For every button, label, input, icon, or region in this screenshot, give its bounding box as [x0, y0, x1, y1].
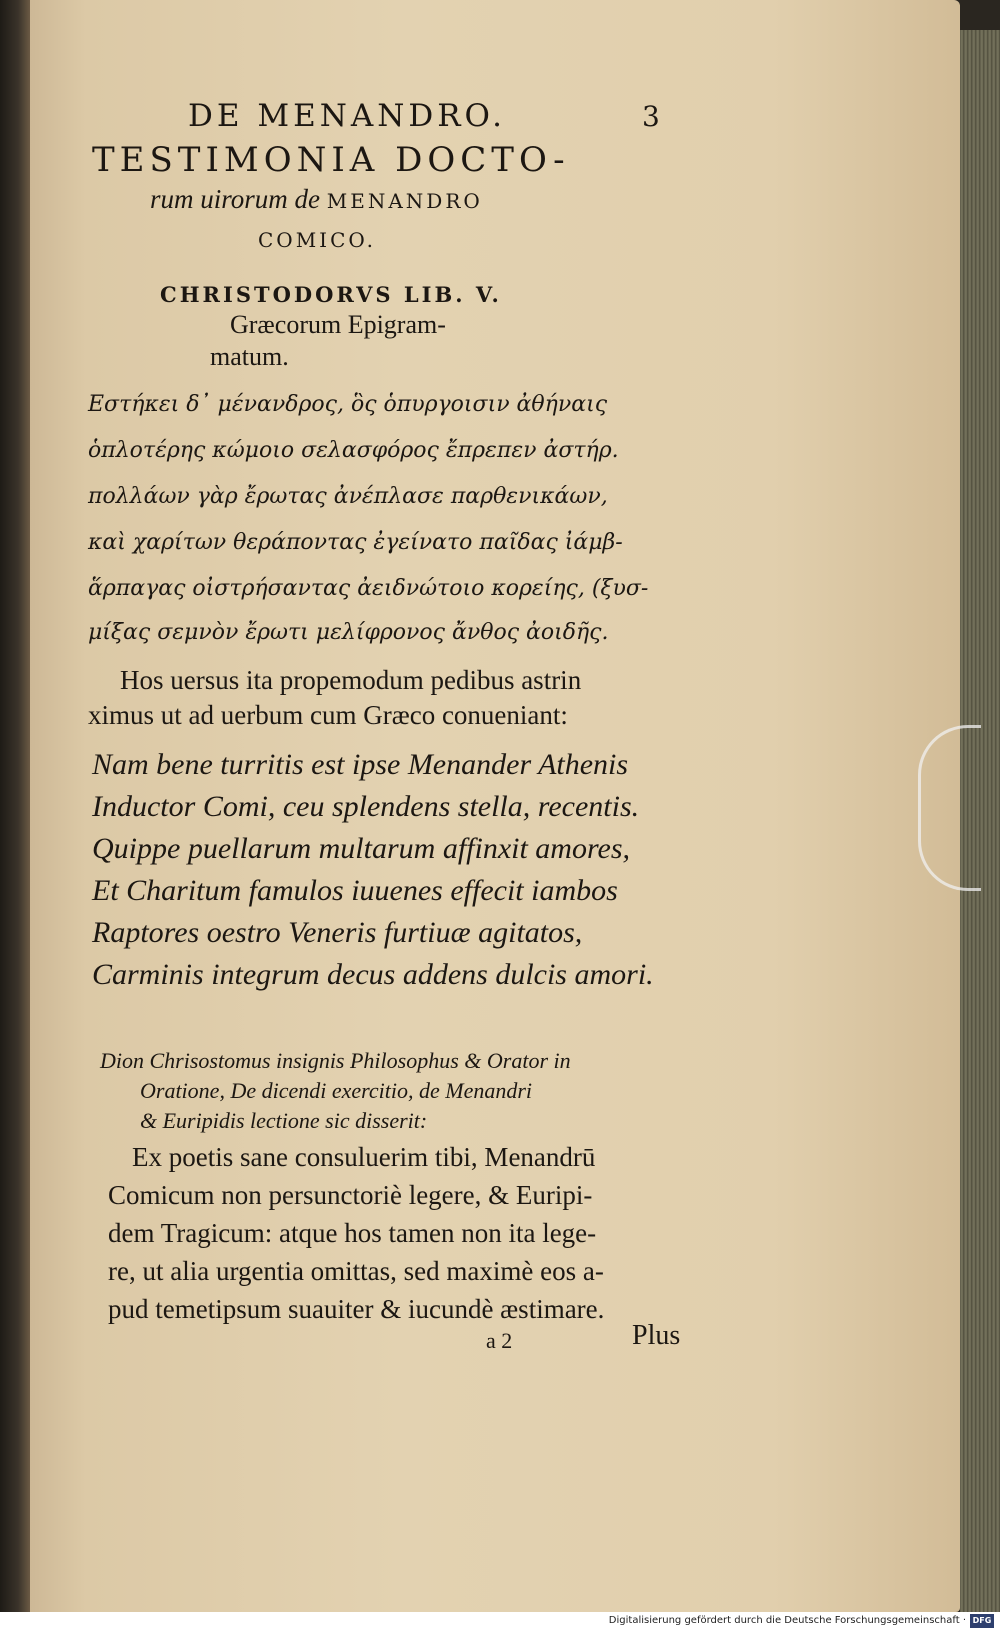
- greek-verse-line: μίξας σεμνὸν ἔρωτι μελίφρονος ἄνθος ἀοιδῆς.: [88, 620, 609, 645]
- prose-line: Ex poetis sane consuluerim tibi, Menandrū: [132, 1142, 596, 1172]
- section-title-caps: MENANDRO: [326, 189, 483, 213]
- latin-verse-line: Inductor Comi, ceu splendens stella, recentis.: [92, 790, 640, 823]
- greek-verse-line: ἅρπαγας οἰστρήσαντας ἀειδνώτοιο κορείης, (ξυσ-: [88, 576, 649, 601]
- running-head: DE MENANDRO.: [188, 98, 506, 134]
- section-title: TESTIMONIA DOCTO-: [92, 140, 570, 180]
- prose-line: dem Tragicum: atque hos tamen non ita lege-: [108, 1218, 597, 1248]
- prose-line: re, ut alia urgentia omittas, sed maximè eos a-: [108, 1256, 604, 1286]
- source-subheading: Græcorum Epigram-: [230, 310, 446, 339]
- greek-verse-line: καὶ χαρίτων θεράποντας ἐγείνατο παῖδας ἰάμβ-: [88, 530, 623, 555]
- footer-credit: Digitalisierung gefördert durch die Deutsche Forschungsgemeinschaft ·: [608, 1615, 966, 1626]
- latin-verse-line: Nam bene turritis est ipse Menander Athenis: [92, 748, 629, 781]
- prose-line: ximus ut ad uerbum cum Græco conueniant:: [88, 700, 568, 730]
- dion-intro-line: Dion Chrisostomus insignis Philosophus & Orator in: [100, 1048, 571, 1073]
- page-clip: [918, 725, 981, 891]
- source-heading: CHRISTODORVS LIB. V.: [160, 282, 502, 307]
- prose-line: pud temetipsum suauiter & iucundè æstimare.: [108, 1294, 605, 1324]
- section-title-italic: rum uirorum de: [150, 184, 327, 214]
- latin-verse-line: Raptores oestro Veneris furtiuæ agitatos,: [92, 916, 583, 949]
- source-subheading-cont: matum.: [210, 342, 289, 371]
- greek-verse-line: Εστήκει δ᾽ μένανδρος, ὃς ὁπυργοισιν ἀθήναις: [88, 392, 608, 417]
- book-spine: [0, 0, 30, 1630]
- dion-intro-line: Oratione, De dicendi exercitio, de Menandri: [140, 1078, 533, 1103]
- section-title-line2: [150, 184, 483, 215]
- latin-verse-line: Carminis integrum decus addens dulcis amori.: [92, 958, 654, 991]
- prose-line: Comicum non persunctoriè legere, & Euripi-: [108, 1180, 593, 1210]
- section-title-line3: COMICO.: [258, 228, 376, 252]
- folio-number: 3: [642, 100, 660, 133]
- signature-mark: a 2: [486, 1328, 513, 1353]
- dfg-logo: DFG: [970, 1614, 994, 1628]
- catchword: Plus: [632, 1320, 681, 1351]
- latin-verse-line: Et Charitum famulos iuuenes effecit iambos: [92, 874, 618, 907]
- prose-line: Hos uersus ita propemodum pedibus astrin: [120, 665, 582, 695]
- latin-verse-line: Quippe puellarum multarum affinxit amores,: [92, 832, 631, 865]
- greek-verse-line: ὁπλοτέρης κώμοιο σελασφόρος ἔπρεπεν ἀστήρ.: [88, 438, 619, 463]
- dion-intro-line: & Euripidis lectione sic disserit:: [140, 1108, 428, 1133]
- greek-verse-line: πολλάων γὰρ ἔρωτας ἀνέπλασε παρθενικάων,: [88, 484, 608, 509]
